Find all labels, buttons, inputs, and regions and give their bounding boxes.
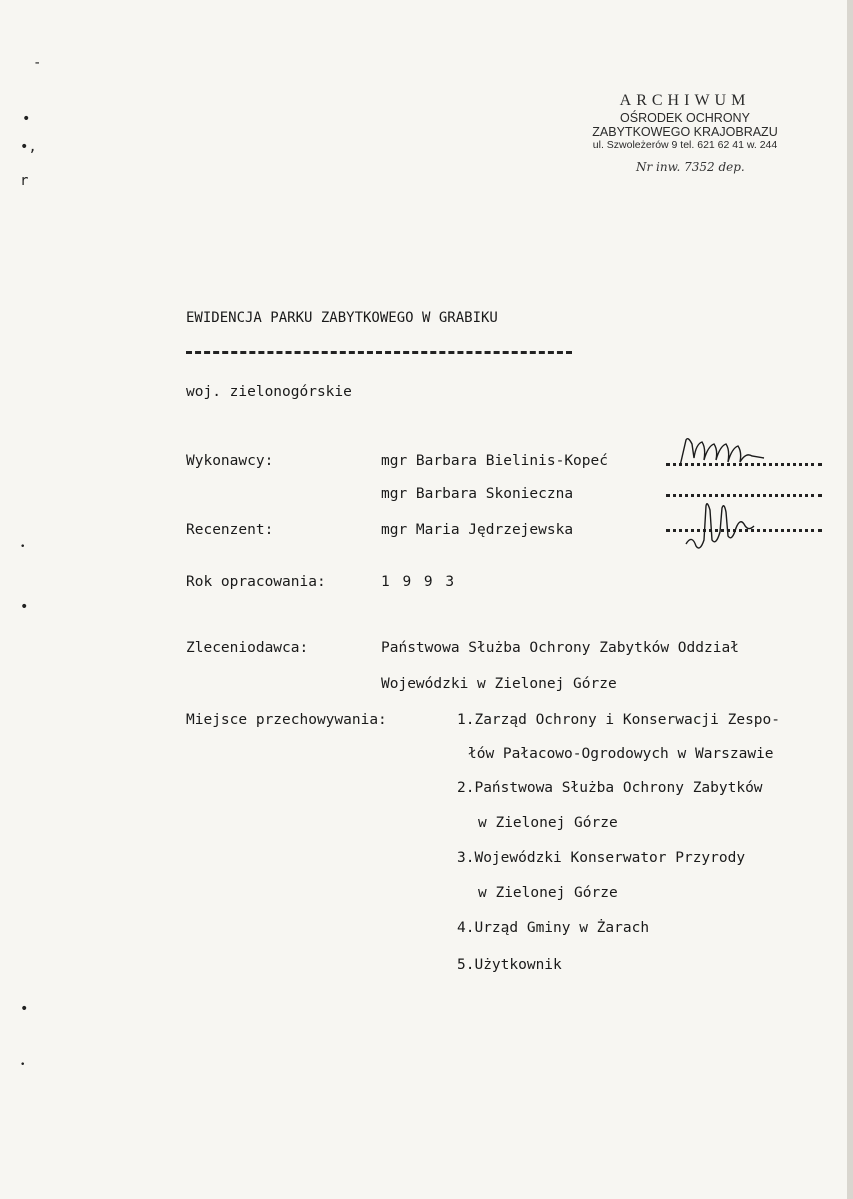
storage-location: w Zielonej Górze bbox=[478, 815, 618, 831]
handwritten-signature bbox=[676, 496, 766, 556]
stamp-address: ul. Szwoleżerów 9 tel. 621 62 41 w. 244 bbox=[592, 139, 778, 151]
storage-location: 5.Użytkownik bbox=[457, 957, 562, 973]
stamp-archive-heading: ARCHIWUM bbox=[619, 92, 751, 109]
stamp-institution-line: OŚRODEK OCHRONY bbox=[620, 111, 750, 125]
inventory-number: Nr inw. 7352 dep. bbox=[636, 160, 745, 174]
storage-label: Miejsce przechowywania: bbox=[186, 712, 387, 728]
margin-mark: •, bbox=[20, 139, 37, 155]
year-label: Rok opracowania: bbox=[186, 574, 326, 590]
document-title: EWIDENCJA PARKU ZABYTKOWEGO W GRABIKU bbox=[186, 310, 498, 326]
storage-location: 1.Zarząd Ochrony i Konserwacji Zespo- bbox=[457, 712, 781, 728]
title-underline bbox=[186, 351, 572, 354]
stamp-institution-line: ZABYTKOWEGO KRAJOBRAZU bbox=[592, 125, 778, 139]
margin-mark: - bbox=[33, 55, 42, 71]
voivodeship: woj. zielonogórskie bbox=[186, 384, 352, 400]
margin-mark: r bbox=[20, 173, 29, 189]
storage-location: 4.Urząd Gminy w Żarach bbox=[457, 920, 650, 936]
handwritten-signature bbox=[672, 434, 772, 474]
storage-location: w Zielonej Górze bbox=[478, 885, 618, 901]
archive-stamp bbox=[560, 92, 810, 151]
storage-location: łów Pałacowo-Ogrodowych w Warszawie bbox=[468, 746, 774, 762]
contractor-name: mgr Barbara Skonieczna bbox=[381, 486, 574, 502]
client-name: Państwowa Służba Ochrony Zabytków Oddział bbox=[381, 640, 739, 656]
margin-mark: • bbox=[20, 1060, 26, 1070]
reviewer-name: mgr Maria Jędrzejewska bbox=[381, 522, 574, 538]
margin-mark: • bbox=[22, 111, 31, 127]
page-edge bbox=[847, 0, 853, 1199]
year-value: 1 9 9 3 bbox=[381, 574, 457, 590]
storage-location: 2.Państwowa Służba Ochrony Zabytków bbox=[457, 780, 763, 796]
contractor-name: mgr Barbara Bielinis-Kopeć bbox=[381, 453, 608, 469]
margin-mark: • bbox=[20, 1001, 29, 1017]
margin-mark: • bbox=[20, 542, 26, 552]
margin-mark: • bbox=[20, 599, 29, 615]
client-name: Wojewódzki w Zielonej Górze bbox=[381, 676, 617, 692]
contractors-label: Wykonawcy: bbox=[186, 453, 274, 469]
client-label: Zleceniodawca: bbox=[186, 640, 309, 656]
storage-location: 3.Wojewódzki Konserwator Przyrody bbox=[457, 850, 746, 866]
reviewer-label: Recenzent: bbox=[186, 522, 274, 538]
